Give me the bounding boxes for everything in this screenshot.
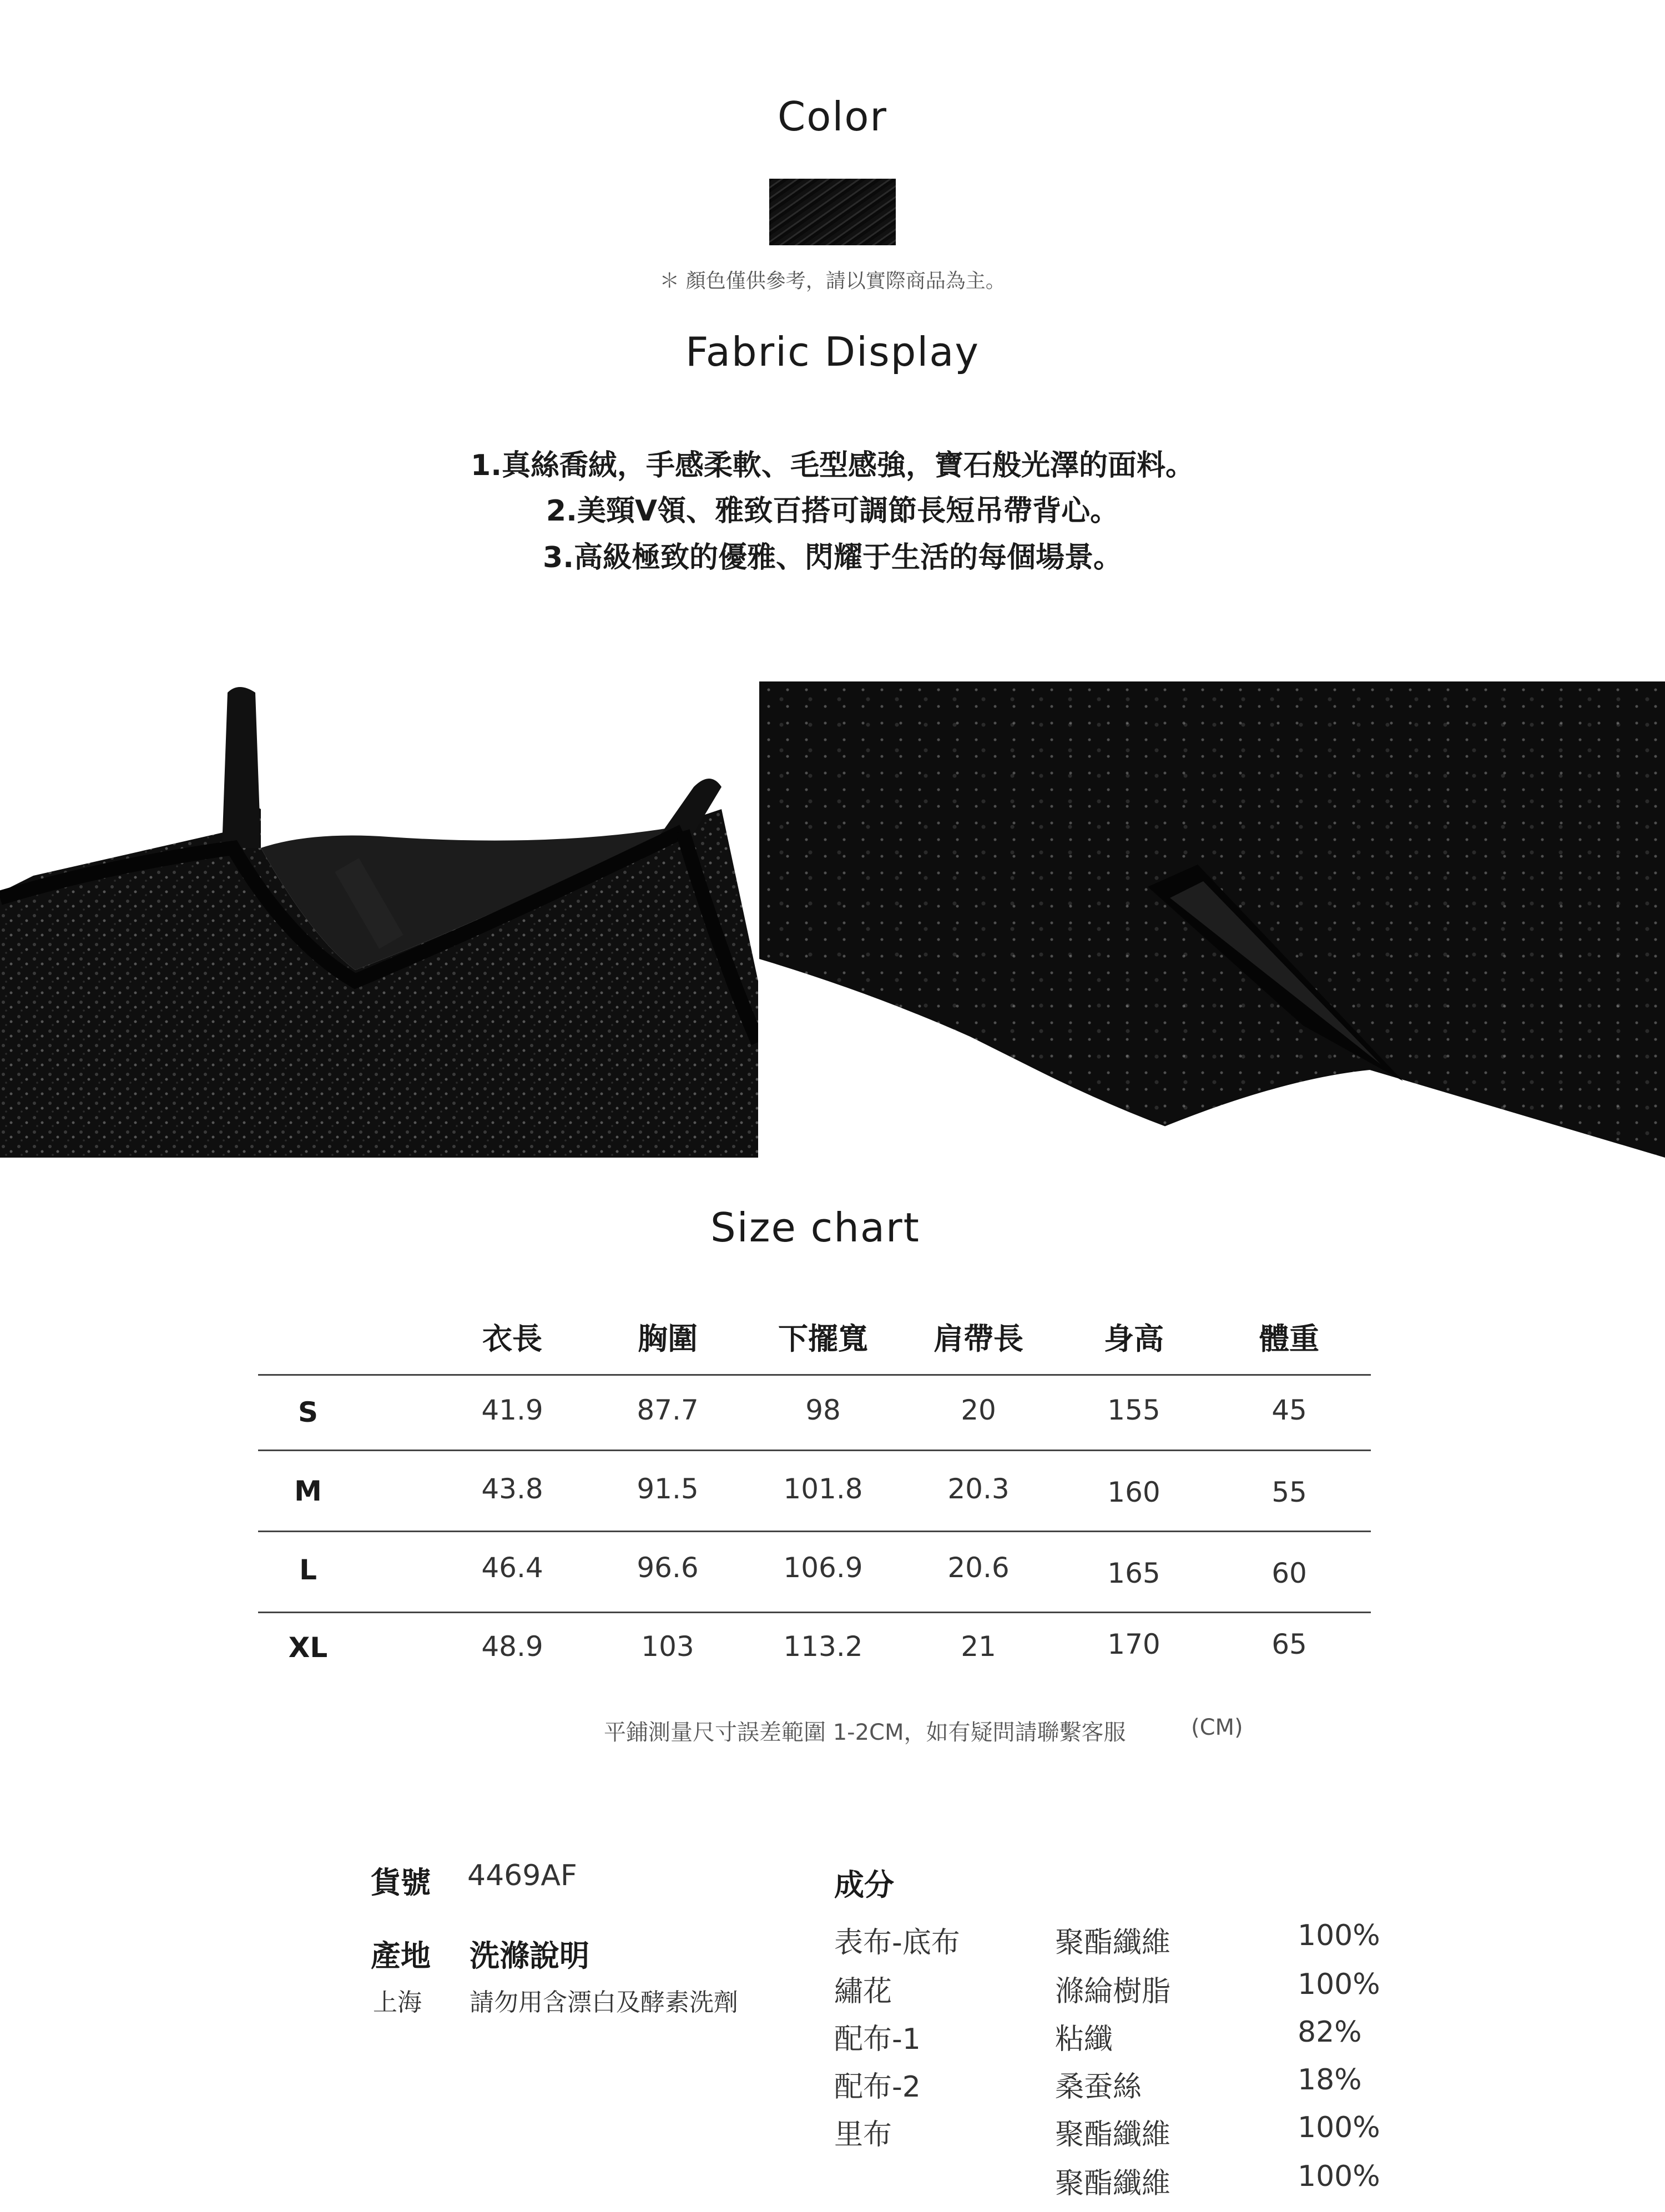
composition-part: 配布-1 — [834, 2023, 921, 2056]
feature-line-3: 3.高級極致的優雅、閃耀于生活的每個場景。 — [543, 541, 1122, 574]
table-cell: 46.4 — [481, 1552, 543, 1584]
composition-part: 繡花 — [834, 1975, 892, 2008]
table-cell: 41.9 — [481, 1394, 543, 1426]
size-label-xl: XL — [288, 1632, 328, 1664]
care-value: 請勿用含漂白及酵素洗劑 — [470, 1988, 738, 2017]
table-divider — [258, 1450, 1371, 1451]
column-header: 胸圍 — [638, 1321, 698, 1356]
color-heading: Color — [778, 93, 887, 140]
composition-part: 表布-底布 — [834, 1926, 960, 1960]
table-cell: 155 — [1107, 1394, 1161, 1426]
table-divider — [258, 1531, 1371, 1532]
table-cell: 113.2 — [783, 1630, 863, 1663]
composition-part: 里布 — [834, 2118, 892, 2152]
composition-material: 桑蚕絲 — [1055, 2070, 1142, 2104]
table-divider — [258, 1612, 1371, 1613]
composition-percent: 100% — [1298, 2160, 1380, 2193]
size-measurement-note: 平鋪測量尺寸誤差範圍 1-2CM，如有疑問請聯繫客服 — [604, 1720, 1126, 1745]
table-divider — [258, 1374, 1371, 1376]
table-cell: 21 — [961, 1630, 996, 1663]
origin-value: 上海 — [373, 1988, 422, 2017]
care-label: 洗滌說明 — [470, 1938, 589, 1973]
composition-material: 聚酯纖維 — [1055, 2118, 1171, 2152]
table-cell: 20 — [961, 1394, 996, 1426]
column-header: 身高 — [1104, 1321, 1164, 1356]
column-header: 肩帶長 — [934, 1321, 1023, 1356]
size-unit: (CM) — [1191, 1715, 1243, 1740]
item-number-label: 貨號 — [371, 1865, 431, 1900]
composition-label: 成分 — [834, 1867, 894, 1902]
composition-material: 滌綸樹脂 — [1055, 1975, 1171, 2008]
fabric-heading: Fabric Display — [685, 329, 980, 375]
table-cell: 91.5 — [637, 1473, 699, 1505]
column-header: 體重 — [1259, 1321, 1319, 1356]
column-header: 下擺寬 — [778, 1321, 868, 1356]
color-disclaimer: ＊ 顏色僅供參考，請以實際商品為主。 — [659, 270, 1006, 292]
feature-line-1: 1.真絲喬絨，手感柔軟、毛型感強，寶石般光澤的面料。 — [471, 449, 1194, 482]
composition-percent: 18% — [1298, 2063, 1362, 2097]
product-photo-fabric-closeup — [759, 681, 1665, 1158]
composition-part: 配布-2 — [834, 2070, 921, 2104]
table-cell: 48.9 — [481, 1630, 543, 1663]
origin-label: 產地 — [371, 1938, 431, 1973]
size-label-m: M — [294, 1475, 322, 1507]
table-cell: 87.7 — [637, 1394, 699, 1426]
table-cell: 65 — [1272, 1628, 1307, 1660]
product-photo-neckline — [0, 681, 758, 1158]
composition-percent: 82% — [1298, 2016, 1362, 2049]
table-cell: 98 — [805, 1394, 841, 1426]
table-cell: 45 — [1272, 1394, 1307, 1426]
item-number-value: 4469AF — [467, 1859, 577, 1892]
table-cell: 20.6 — [947, 1552, 1010, 1584]
composition-material: 聚酯纖維 — [1055, 1926, 1171, 1960]
table-cell: 20.3 — [947, 1473, 1010, 1505]
composition-percent: 100% — [1298, 1919, 1380, 1952]
size-chart-heading: Size chart — [710, 1204, 920, 1251]
composition-percent: 100% — [1298, 2111, 1380, 2144]
feature-line-2: 2.美頸V領、雅致百搭可調節長短吊帶背心。 — [546, 494, 1119, 528]
table-cell: 160 — [1107, 1476, 1161, 1508]
size-label-s: S — [297, 1396, 318, 1428]
table-cell: 43.8 — [481, 1473, 543, 1505]
table-cell: 55 — [1272, 1476, 1307, 1508]
table-cell: 60 — [1272, 1557, 1307, 1589]
table-cell: 170 — [1107, 1628, 1161, 1660]
table-cell: 165 — [1107, 1557, 1161, 1589]
composition-material: 粘纖 — [1055, 2023, 1113, 2056]
table-cell: 96.6 — [637, 1552, 699, 1584]
size-label-l: L — [299, 1554, 317, 1586]
column-header: 衣長 — [482, 1321, 542, 1356]
table-cell: 103 — [641, 1630, 694, 1663]
table-cell: 106.9 — [783, 1552, 863, 1584]
color-swatch-black — [769, 179, 896, 245]
table-cell: 101.8 — [783, 1473, 863, 1505]
composition-material: 聚酯纖維 — [1055, 2167, 1171, 2200]
composition-percent: 100% — [1298, 1968, 1380, 2001]
